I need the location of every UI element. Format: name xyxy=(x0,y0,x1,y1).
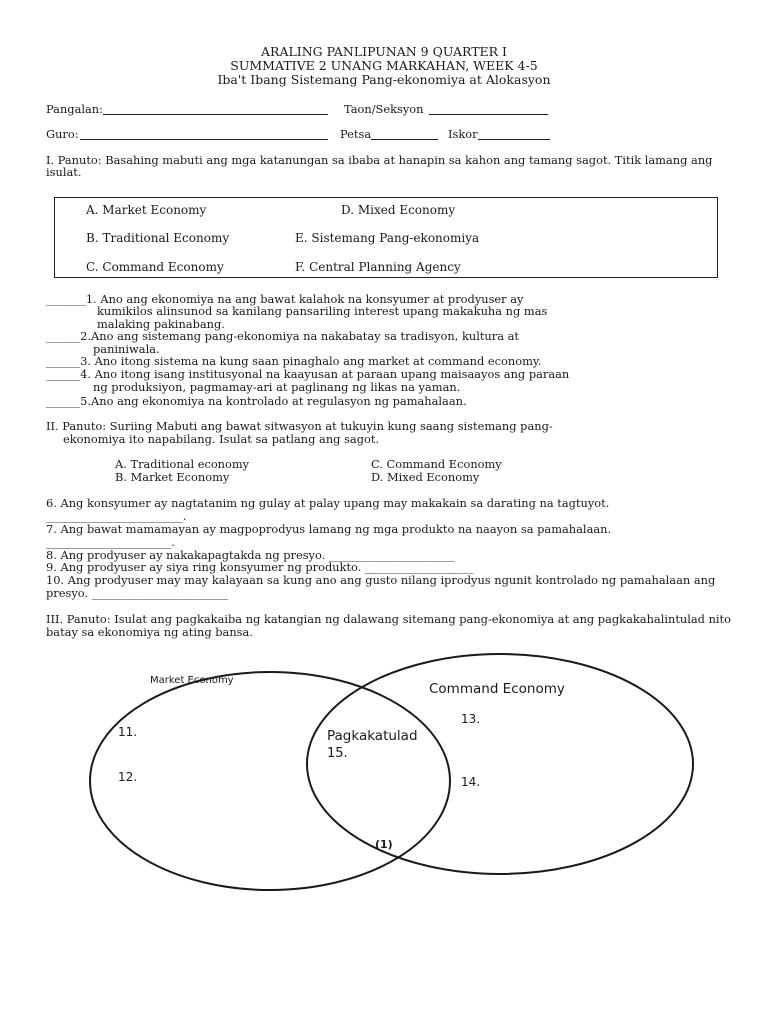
date-field[interactable] xyxy=(371,139,438,140)
choice-e: E. Sistemang Pang-ekonomiya xyxy=(295,231,480,245)
question-1: _______1. Ano ang ekonomiya na ang bawat kalahok na konsyumer at prodyuser ay xyxy=(46,292,524,306)
question-2-cont: paniniwala. xyxy=(93,342,160,356)
teacher-field[interactable] xyxy=(80,139,328,140)
date-label: Petsa xyxy=(340,127,372,141)
question-1-cont: kumikilos alinsunod sa kanilang pansariling interest upang makakuha ng mas xyxy=(97,304,548,318)
score-label: Iskor xyxy=(448,127,478,141)
item-15[interactable]: 15. xyxy=(327,746,348,761)
question-4: ______4. Ano itong isang institusyonal na kaayusan at paraan upang maisaayos ang paraan xyxy=(46,367,570,381)
item-14[interactable]: 14. xyxy=(461,775,481,789)
question-10: 10. Ang prodyuser may may kalayaan sa kung ano ang gusto nilang iprodyus ngunit kontrolado ng pamahalaan ang xyxy=(46,573,716,587)
name-label: Pangalan: xyxy=(46,102,103,116)
question-4-cont: ng produksiyon, pagmamay-ari at paglinang ng likas na yaman. xyxy=(93,380,461,394)
answer-line-7[interactable]: ______________________. xyxy=(46,535,175,549)
part1-instruction-cont: isulat. xyxy=(46,165,82,179)
points-label: (1) xyxy=(375,838,393,851)
choice-c: C. Command Economy xyxy=(86,260,224,274)
question-8: 8. Ang prodyuser ay nakakapagtakda ng presyo. ______________________ xyxy=(46,548,455,562)
part2-instruction: II. Panuto: Suriing Mabuti ang bawat sitwasyon at tukuyin kung saang sistemang pang- xyxy=(46,419,553,433)
item-11[interactable]: 11. xyxy=(118,725,138,739)
market-economy-circle xyxy=(90,672,450,890)
score-field[interactable] xyxy=(478,139,550,140)
part2-choice-b: B. Market Economy xyxy=(115,470,230,484)
worksheet-subtitle: SUMMATIVE 2 UNANG MARKAHAN, WEEK 4-5 xyxy=(230,58,538,73)
worksheet-title: ARALING PANLIPUNAN 9 QUARTER I xyxy=(261,44,507,59)
item-12[interactable]: 12. xyxy=(118,770,138,784)
choice-f: F. Central Planning Agency xyxy=(295,260,461,274)
similarity-label: Pagkakatulad xyxy=(327,728,418,744)
part2-instruction-cont: ekonomiya ito napabilang. Isulat sa patlang ang sagot. xyxy=(63,432,380,446)
choice-b: B. Traditional Economy xyxy=(86,231,230,245)
command-economy-label: Command Economy xyxy=(429,681,565,697)
question-3: ______3. Ano itong sistema na kung saan pinaghalo ang market at command economy. xyxy=(46,354,542,368)
part2-choice-c: C. Command Economy xyxy=(371,457,502,471)
market-economy-label: Market Economy xyxy=(150,675,234,686)
part2-choice-d: D. Mixed Economy xyxy=(371,470,480,484)
worksheet-topic: Iba't Ibang Sistemang Pang-ekonomiya at Alokasyon xyxy=(217,72,551,87)
teacher-label: Guro: xyxy=(46,127,79,141)
part3-instruction: III. Panuto: Isulat ang pagkakaiba ng katangian ng dalawang sitemang pang-ekonomiya at ang pagkakahalintulad nito xyxy=(46,612,731,626)
part2-choice-a: A. Traditional economy xyxy=(115,457,250,471)
question-7: 7. Ang bawat mamamayan ay magpoprodyus lamang ng mga produkto na naayon sa pamahalaan. xyxy=(46,522,612,536)
section-label: Taon/Seksyon xyxy=(344,102,424,116)
question-10-cont: presyo. ________________________ xyxy=(46,586,229,600)
part3-instruction-cont: batay sa ekonomiya ng ating bansa. xyxy=(46,625,253,639)
section-field[interactable] xyxy=(429,114,548,115)
question-5: ______5.Ano ang ekonomiya na kontrolado at regulasyon ng pamahalaan. xyxy=(46,394,467,408)
question-1-cont2: malaking pakinabang. xyxy=(97,317,225,331)
choice-d: D. Mixed Economy xyxy=(341,203,456,217)
part1-instruction: I. Panuto: Basahing mabuti ang mga katanungan sa ibaba at hanapin sa kahon ang tamang sagot. Titik lamang ang xyxy=(46,153,713,167)
question-9: 9. Ang prodyuser ay siya ring konsyumer ng produkto. ___________________ xyxy=(46,560,474,574)
choice-a: A. Market Economy xyxy=(86,203,207,217)
name-field[interactable] xyxy=(103,114,328,115)
item-13[interactable]: 13. xyxy=(461,712,481,726)
answer-line-6[interactable]: ________________________. xyxy=(46,509,187,523)
question-2: ______2.Ano ang sistemang pang-ekonomiya na nakabatay sa tradisyon, kultura at xyxy=(46,329,519,343)
question-6: 6. Ang konsyumer ay nagtatanim ng gulay at palay upang may makakain sa darating na tagtuyot. xyxy=(46,496,610,510)
